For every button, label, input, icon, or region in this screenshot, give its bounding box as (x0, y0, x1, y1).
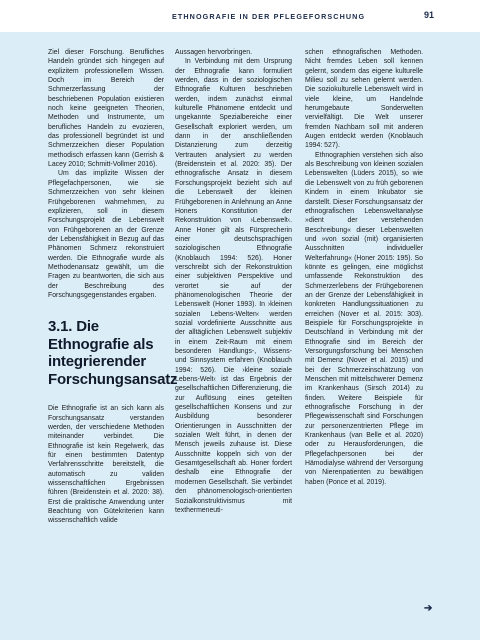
section-number: 3.1. (48, 318, 73, 336)
section-heading (48, 318, 178, 388)
column-1 (48, 48, 178, 526)
page-number: 91 (424, 10, 435, 20)
continue-arrow-icon: ➔ (424, 603, 433, 614)
paragraph: Die Ethnografie ist an sich kann als Forschungsansatz verstanden werden, der verschiedene Methoden miteinander verbindet. Die Ethnografie ist kein Regelwerk, das für einen bestimmten Datentyp Verfahrensschritte bereitstellt, die automatisch zu validen wissenschaftlichen Ergebnissen führen (Breidenstein et al. 2020: 38). Erst die praktische Anwendung unter Beachtung von Gütekriterien kann wissenschaftlich valide (48, 405, 164, 525)
paragraph: Um das implizite Wissen der Pflegefachpersonen, wie sie Schmerzzeichen von sehr kleinen Frühgeborenen wahrnehmen, zu explizieren, soll in diesem Forschungsprojekt die Lebenswelt von Frühgeborenen an der Grenze der Lebensfähigkeit in Bezug auf das Phänomen Schmerz rekonstruiert werden. Die Ethnografie wurde als Methodenansatz gewählt, um die Fragen zu beantworten, die sich aus der Beschreibung des Forschungsgegenstandes ergaben. (48, 170, 164, 299)
column-2 (175, 48, 292, 515)
header (0, 0, 480, 32)
paragraph: Ziel dieser Forschung. Berufliches Handeln gründet sich hingegen auf explizitem professionellem Wissen. Doch im Bereich der Schmerzerfassung der beschriebenen Population existieren noch keine geeigneten Theorien, Methoden und Instrumente, um berufliches Handeln zu evozieren, das professionell begründet ist und Schmerzzeichen dieser Population methodisch erfassen kann (Gerrish & Lacey 2010; Schmitt-Vollmer 2016). (48, 49, 164, 169)
paragraph: Aussagen hervorbringen. (175, 49, 252, 56)
column-3 (305, 48, 423, 487)
section-title: Die Ethnografie als integrierender Forschungsansatz (48, 318, 178, 388)
paragraph: Ethnographien verstehen sich also als Beschreibung von kleinen sozialen Lebenswelten (Lüders 2015), so wie die Lebenswelt von zu früh geborenen Kindern in einem Inkubator sie darstellt. Dieser Forschungsansatz der ethnografischen Lebensweltanalyse »dient der verstehenden Beschreibung« dieser Lebenswelten und »von sozial (mit) organisierten Ausschnitten individueller Welterfahrung« (Honer 2015: 195). So könnte es gelingen, eine möglichst umfassende Rekonstruktion des Schmerzerlebens der Frühgeborenen an der Grenze der Lebensfähigkeit in konkreten Handlungssituationen zu erreichen (Nover et al. 2015: 303). Beispiele für Forschungsprojekte in Deutschland in Verbindung mit der Ethnografie sind im Bereich der Versorgungsforschung bei Menschen mit Demenz (Nover et al. 2015) und bei der Schmerzeinschätzung von Menschen mit mittelschwerer Demenz im Krankenhaus (Sirsch 2014) zu finden. Weitere Beispiele für ethnografische Forschung in der Pflegewissenschaft sind Forschungen zur personenzentrierten Pflege im Krankenhaus (van Belle et al. 2020) oder zu Herausforderungen, die Pflegefachpersonen bei der Hämodialyse während der Versorgung von Nierenpatienten zu bewältigen haben (Ponce et al. 2019). (305, 151, 423, 486)
paragraph: In Verbindung mit dem Ursprung der Ethnografie kann formuliert werden, dass in der soziologischen Ethnografie Kulturen beschrieben werden, indem zunächst einmal kulturelle Phänomene entdeckt und ungekannte Spezialbereiche einer Gesellschaft exploriert werden, um dann in der anschließenden Distanzierung zum derzeitig Vertrauten analysiert zu werden (Breidenstein et al. 2020: 35). Der ethnografische Ansatz in diesem Forschungsprojekt bezieht sich auf die Lebenswelt der kleinen Frühgeborenen in Anlehnung an Anne Honers Konstitution der Rekonstruktion von ›Lebenswelt‹. Anne Honer gilt als Fürsprecherin einer deutschsprachigen soziologischen Ethnografie (Knoblauch 1994: 526). Honer verschreibt sich der Rekonstruktion einer subjektiven Perspektive und verortet sie auf der phänomenologischen Theorie der Lebenswelt (Honer 1993). In ›kleinen sozialen Lebens-Welten‹ werden sozial vordefinierte Ausschnitte aus der alltäglichen Lebenswelt subjektiv in einem Zeit-Raum mit einem besonderen Handlungs-, Wissens- und Sinnsystem erfahren (Knoblauch 1994: 526). Die ›kleine soziale Lebens-Welt‹ ist das Ergebnis der gesellschaftlichen Differenzierung, die zur Auflösung eines geteilten gesellschaftlichen Konsens und zur Ausbildung besonderer Orientierungen in Ausschnitten der sozialen Welt führt, in denen der Mensch jeweils zuhause ist. Diese Ausschnitte koppeln sich von der Gesamtgesellschaft ab. Honer fordert deshalb eine Ethnografie der modernen Gesellschaft. Sie verbindet den phänomenologisch-orientierten Sozialkonstruktivismus mit texthermeneuti- (175, 58, 292, 514)
running-title: ETHNOGRAFIE IN DER PFLEGEFORSCHUNG (172, 12, 366, 21)
paragraph: schen ethnografischen Methoden. Nicht fremdes Leben soll kennen gelernt, sondern das eigene kulturelle Milieu soll zu sehen gelernt werden. Die soziokulturelle Lebenswelt wird in viele kleine, um Handelnde herumgebaute Sonderwelten vervielfältigt. Die Welt unserer fremden Nachbarn soll mit anderen Augen entdeckt werden (Knoblauch 1994: 527). (305, 49, 423, 150)
